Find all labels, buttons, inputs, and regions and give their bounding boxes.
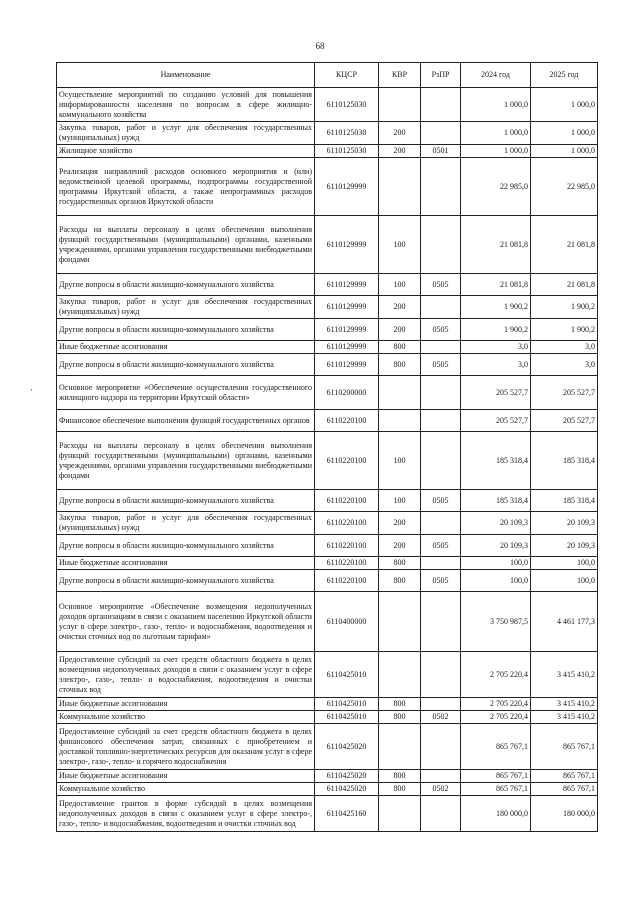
cell-kvr: 200 [379, 535, 421, 557]
cell-kvr [379, 88, 421, 122]
table-row [57, 490, 598, 512]
cell-kcsr: 6110129999 [315, 296, 379, 319]
cell-rzpr [421, 122, 461, 145]
cell-rzpr [421, 376, 461, 410]
cell-2024: 1 900,2 [461, 296, 531, 319]
cell-name: Основное мероприятие «Обеспечение осуществления государственного жилищного надзора на территории Иркутской области» [57, 376, 315, 410]
cell-2024: 3,0 [461, 354, 531, 376]
cell-2025: 3,0 [531, 354, 598, 376]
cell-2024: 205 527,7 [461, 376, 531, 410]
cell-kvr: 200 [379, 296, 421, 319]
cell-kcsr: 6110129999 [315, 354, 379, 376]
cell-2024: 2 705 220,4 [461, 698, 531, 711]
cell-2024: 3 750 987,5 [461, 592, 531, 652]
cell-kvr [379, 592, 421, 652]
column-header-kcsr: КЦСР [315, 63, 379, 88]
cell-2025: 1 000,0 [531, 122, 598, 145]
margin-mark: · [30, 385, 33, 395]
cell-2025: 4 461 177,3 [531, 592, 598, 652]
table-row [57, 122, 598, 145]
cell-kcsr: 6110125030 [315, 145, 379, 158]
table-row [57, 535, 598, 557]
cell-kvr: 800 [379, 354, 421, 376]
cell-name: Предоставление субсидий за счет средств областного бюджета в целях финансового обеспечения затрат, связанных с приобретением и доставкой топливно-энергетических ресурсов для оказания услуг в сфере электро-, газо-, тепло- и горячего водоснабжения [57, 724, 315, 770]
cell-kvr: 200 [379, 122, 421, 145]
cell-kvr: 200 [379, 512, 421, 535]
cell-name: Закупка товаров, работ и услуг для обеспечения государственных (муниципальных) нужд [57, 122, 315, 145]
cell-name: Коммунальное хозяйство [57, 711, 315, 724]
cell-2025: 21 081,8 [531, 216, 598, 274]
cell-name: Иные бюджетные ассигнования [57, 698, 315, 711]
cell-2024: 2 705 220,4 [461, 711, 531, 724]
cell-rzpr [421, 158, 461, 216]
table-row [57, 158, 598, 216]
cell-2024: 1 000,0 [461, 145, 531, 158]
table-row [57, 376, 598, 410]
cell-kcsr: 6110400000 [315, 592, 379, 652]
table-row [57, 512, 598, 535]
cell-kcsr: 6110425010 [315, 652, 379, 698]
cell-name: Иные бюджетные ассигнования [57, 341, 315, 354]
cell-rzpr: 0502 [421, 711, 461, 724]
cell-2024: 205 527,7 [461, 410, 531, 432]
table-row [57, 570, 598, 592]
cell-name: Предоставление субсидий за счет средств областного бюджета в целях возмещения недополученных доходов в связи с оказанием услуг в сфере электро-, газо-, тепло- и водоснабжения, водоотведения и очистки сточных вод [57, 652, 315, 698]
column-header-kvr: КВР [379, 63, 421, 88]
table-row [57, 783, 598, 796]
cell-kcsr: 6110129999 [315, 274, 379, 296]
cell-kcsr: 6110129999 [315, 216, 379, 274]
cell-2025: 205 527,7 [531, 410, 598, 432]
cell-rzpr: 0502 [421, 783, 461, 796]
table-row [57, 557, 598, 570]
table-row [57, 711, 598, 724]
table-row [57, 341, 598, 354]
cell-kvr [379, 652, 421, 698]
cell-kvr: 100 [379, 490, 421, 512]
cell-kcsr: 6110425020 [315, 783, 379, 796]
cell-2024: 2 705 220,4 [461, 652, 531, 698]
cell-2025: 180 000,0 [531, 796, 598, 832]
cell-kcsr: 6110425010 [315, 698, 379, 711]
cell-kcsr: 6110220100 [315, 432, 379, 490]
cell-2025: 3 415 410,2 [531, 698, 598, 711]
table-row [57, 698, 598, 711]
cell-name: Коммунальное хозяйство [57, 783, 315, 796]
cell-kvr [379, 158, 421, 216]
cell-name: Предоставление грантов в форме субсидий в целях возмещения недополученных доходов в связи с оказанием услуг в сфере электро-, газо-, тепло- и водоснабжения, водоотведения и очистки сточных вод [57, 796, 315, 832]
cell-kvr [379, 376, 421, 410]
table-body [57, 88, 598, 832]
cell-2024: 22 985,0 [461, 158, 531, 216]
cell-rzpr: 0505 [421, 535, 461, 557]
cell-name: Другие вопросы в области жилищно-коммунального хозяйства [57, 535, 315, 557]
cell-kvr: 800 [379, 711, 421, 724]
cell-2025: 21 081,8 [531, 274, 598, 296]
cell-name: Финансовое обеспечение выполнения функций государственных органов [57, 410, 315, 432]
column-header-2024: 2024 год [461, 63, 531, 88]
table-row [57, 724, 598, 770]
cell-rzpr [421, 796, 461, 832]
table-row [57, 88, 598, 122]
cell-2024: 185 318,4 [461, 432, 531, 490]
column-header-name: Наименование [57, 63, 315, 88]
cell-rzpr [421, 296, 461, 319]
cell-2025: 20 109,3 [531, 512, 598, 535]
cell-kvr: 200 [379, 319, 421, 341]
cell-name: Другие вопросы в области жилищно-коммунального хозяйства [57, 319, 315, 341]
cell-kvr: 200 [379, 145, 421, 158]
cell-2024: 1 000,0 [461, 122, 531, 145]
cell-2025: 100,0 [531, 557, 598, 570]
cell-rzpr: 0505 [421, 274, 461, 296]
table-header-row [57, 63, 598, 88]
cell-name: Другие вопросы в области жилищно-коммунального хозяйства [57, 274, 315, 296]
cell-2024: 20 109,3 [461, 512, 531, 535]
cell-name: Закупка товаров, работ и услуг для обеспечения государственных (муниципальных) нужд [57, 512, 315, 535]
cell-rzpr [421, 341, 461, 354]
cell-kvr: 800 [379, 341, 421, 354]
cell-rzpr [421, 88, 461, 122]
cell-2025: 20 109,3 [531, 535, 598, 557]
table-row [57, 652, 598, 698]
cell-kcsr: 6110125030 [315, 88, 379, 122]
cell-name: Закупка товаров, работ и услуг для обеспечения государственных (муниципальных) нужд [57, 296, 315, 319]
cell-rzpr [421, 698, 461, 711]
cell-kcsr: 6110220100 [315, 535, 379, 557]
page-number: 68 [315, 41, 325, 51]
cell-2024: 1 000,0 [461, 88, 531, 122]
cell-kcsr: 6110220100 [315, 490, 379, 512]
cell-kcsr: 6110220100 [315, 410, 379, 432]
cell-name: Основное мероприятие «Обеспечение возмещения недополученных доходов организациям в связи с оказанием населению Иркутской области услуг в сфере электро-, газо-, тепло- и водоснабжения, водоотведения и очистки сточных вод по льготным тарифам» [57, 592, 315, 652]
cell-2025: 1 900,2 [531, 296, 598, 319]
cell-name: Реализация направлений расходов основного мероприятия и (или) ведомственной целевой программы, подпрограммы государственной программы Иркутской области, а также непрограммных расходов государственных органов Иркутской области [57, 158, 315, 216]
cell-kcsr: 6110129999 [315, 158, 379, 216]
cell-kcsr: 6110220100 [315, 557, 379, 570]
cell-2024: 100,0 [461, 570, 531, 592]
cell-kvr: 800 [379, 570, 421, 592]
cell-2024: 3,0 [461, 341, 531, 354]
budget-table [56, 62, 598, 832]
cell-name: Жилищное хозяйство [57, 145, 315, 158]
cell-2025: 205 527,7 [531, 376, 598, 410]
cell-2024: 865 767,1 [461, 724, 531, 770]
cell-name: Расходы на выплаты персоналу в целях обеспечения выполнения функций государственными (муниципальными) органами, казенными учреждениями, органами управления государственными внебюджетными фондами [57, 216, 315, 274]
cell-rzpr [421, 592, 461, 652]
cell-name: Другие вопросы в области жилищно-коммунального хозяйства [57, 354, 315, 376]
cell-2025: 1 000,0 [531, 88, 598, 122]
cell-kvr: 800 [379, 698, 421, 711]
table-row [57, 410, 598, 432]
cell-2025: 1 000,0 [531, 145, 598, 158]
cell-kvr: 800 [379, 770, 421, 783]
cell-name: Иные бюджетные ассигнования [57, 770, 315, 783]
table-row [57, 319, 598, 341]
cell-rzpr: 0505 [421, 570, 461, 592]
cell-rzpr: 0505 [421, 490, 461, 512]
cell-kvr [379, 410, 421, 432]
cell-2025: 865 767,1 [531, 783, 598, 796]
cell-kvr [379, 724, 421, 770]
cell-kcsr: 6110220100 [315, 570, 379, 592]
cell-kvr: 800 [379, 783, 421, 796]
table-row [57, 432, 598, 490]
cell-name: Другие вопросы в области жилищно-коммунального хозяйства [57, 490, 315, 512]
cell-2024: 865 767,1 [461, 770, 531, 783]
cell-kcsr: 6110200000 [315, 376, 379, 410]
table-row [57, 354, 598, 376]
cell-kcsr: 6110220100 [315, 512, 379, 535]
cell-name: Иные бюджетные ассигнования [57, 557, 315, 570]
cell-kcsr: 6110425020 [315, 770, 379, 783]
column-header-rzpr: РзПР [421, 63, 461, 88]
cell-rzpr [421, 557, 461, 570]
cell-kcsr: 6110125030 [315, 122, 379, 145]
cell-rzpr [421, 432, 461, 490]
cell-2025: 3,0 [531, 341, 598, 354]
column-header-2025: 2025 год [531, 63, 598, 88]
cell-2025: 185 318,4 [531, 490, 598, 512]
cell-2024: 185 318,4 [461, 490, 531, 512]
table-row [57, 770, 598, 783]
cell-rzpr [421, 512, 461, 535]
table-row [57, 296, 598, 319]
cell-2024: 100,0 [461, 557, 531, 570]
cell-kvr [379, 796, 421, 832]
cell-kcsr: 6110425010 [315, 711, 379, 724]
cell-rzpr: 0505 [421, 319, 461, 341]
table-row [57, 274, 598, 296]
cell-2025: 3 415 410,2 [531, 711, 598, 724]
cell-2024: 1 900,2 [461, 319, 531, 341]
cell-2024: 180 000,0 [461, 796, 531, 832]
cell-kcsr: 6110425020 [315, 724, 379, 770]
cell-name: Расходы на выплаты персоналу в целях обеспечения выполнения функций государственными (муниципальными) органами, казенными учреждениями, органами управления государственными внебюджетными фондами [57, 432, 315, 490]
cell-name: Осуществление мероприятий по созданию условий для повышения информированности населения по вопросам в сфере жилищно-коммунального хозяйства [57, 88, 315, 122]
cell-2025: 185 318,4 [531, 432, 598, 490]
cell-kcsr: 6110129999 [315, 341, 379, 354]
cell-2025: 100,0 [531, 570, 598, 592]
cell-kvr: 100 [379, 216, 421, 274]
cell-kvr: 100 [379, 274, 421, 296]
cell-rzpr: 0501 [421, 145, 461, 158]
cell-kcsr: 6110425160 [315, 796, 379, 832]
cell-rzpr [421, 724, 461, 770]
cell-kcsr: 6110129999 [315, 319, 379, 341]
cell-name: Другие вопросы в области жилищно-коммунального хозяйства [57, 570, 315, 592]
table-row [57, 796, 598, 832]
cell-rzpr [421, 216, 461, 274]
cell-2024: 20 109,3 [461, 535, 531, 557]
cell-rzpr [421, 770, 461, 783]
cell-2025: 865 767,1 [531, 770, 598, 783]
table-row [57, 216, 598, 274]
cell-2024: 21 081,8 [461, 216, 531, 274]
cell-kvr: 800 [379, 557, 421, 570]
cell-2024: 865 767,1 [461, 783, 531, 796]
cell-2025: 22 985,0 [531, 158, 598, 216]
cell-2025: 865 767,1 [531, 724, 598, 770]
cell-2025: 3 415 410,2 [531, 652, 598, 698]
cell-2025: 1 900,2 [531, 319, 598, 341]
cell-rzpr [421, 410, 461, 432]
table-row [57, 592, 598, 652]
cell-rzpr [421, 652, 461, 698]
cell-2024: 21 081,8 [461, 274, 531, 296]
table-row [57, 145, 598, 158]
cell-rzpr: 0505 [421, 354, 461, 376]
cell-kvr: 100 [379, 432, 421, 490]
